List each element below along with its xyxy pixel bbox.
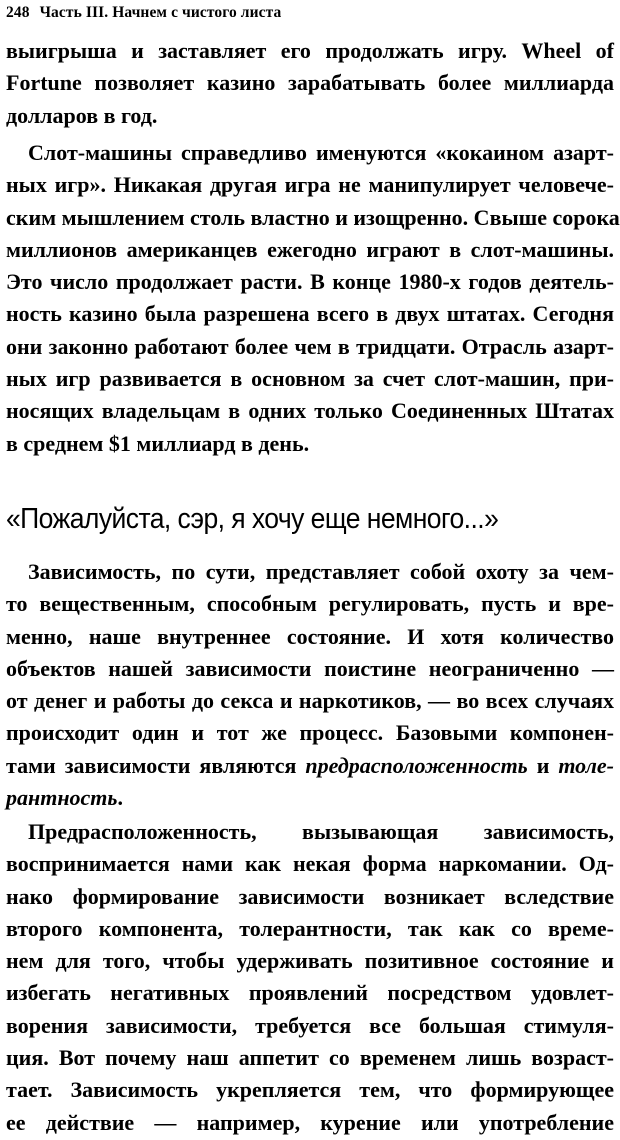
text-line: нем для того, чтобы удерживать позитивное состояние и bbox=[6, 948, 614, 974]
text-line: носящих владельцам в одних только Соединенных Штатах bbox=[6, 398, 614, 424]
text-line: то вещественным, способным регулировать, пусть и вре- bbox=[6, 591, 614, 617]
text-line: избегать негативных проявлений посредством удовлет- bbox=[6, 980, 614, 1006]
text-line: воспринимается нами как некая форма наркомании. Од- bbox=[6, 851, 614, 877]
text-line: они законно работают более чем в тридцати. Отрасль азарт- bbox=[6, 333, 614, 359]
text-line: ским мышлением столь властно и изощренно. Свыше сорока bbox=[6, 204, 620, 230]
text-line bbox=[6, 782, 614, 814]
running-header bbox=[6, 4, 281, 22]
text-line: выигрыша и заставляет его продолжать игру. Wheel of bbox=[6, 38, 614, 63]
italic-term: предрасположенность bbox=[305, 752, 528, 778]
text-line: ных игр развивается в основном за счет слот-машин, при- bbox=[6, 366, 614, 392]
text-line: Это число продолжает расти. В конце 1980-х годов деятель- bbox=[6, 269, 614, 295]
running-title: Часть III. Начнем с чистого листа bbox=[39, 4, 282, 21]
line-text: и bbox=[527, 752, 559, 778]
paragraph-1 bbox=[6, 35, 614, 132]
text-line: в среднем $1 миллиард в день. bbox=[6, 430, 310, 456]
paragraph-3 bbox=[6, 556, 614, 814]
text-line: ция. Вот почему наш аппетит со временем лишь возраст- bbox=[6, 1045, 614, 1071]
text-line: ность казино была разрешена всего в двух штатах. Сегодня bbox=[6, 301, 614, 327]
italic-term: толе- bbox=[558, 752, 614, 778]
text-line: Слот-машины справедливо именуются «кокаином азарт- bbox=[28, 140, 614, 165]
text-line: Fortune позволяет казино зарабатывать более миллиарда bbox=[6, 70, 614, 96]
text-line: второго компонента, толерантности, так как со време- bbox=[6, 915, 614, 941]
italic-term: рантность bbox=[6, 785, 118, 811]
text-line: долларов в год. bbox=[6, 102, 158, 128]
text-line: тает. Зависимость укрепляется тем, что формирующее bbox=[6, 1077, 614, 1103]
text-line: Предрасположенность, вызывающая зависимость, bbox=[28, 819, 614, 844]
text-line: нако формирование зависимости возникает вследствие bbox=[6, 883, 614, 909]
text-line: менно, наше внутреннее состояние. И хотя количество bbox=[6, 623, 614, 649]
text-line bbox=[6, 750, 614, 782]
text-line: происходит один и тот же процесс. Базовыми компонен- bbox=[6, 720, 614, 746]
text-line: ее действие — например, курение или употребление bbox=[6, 1109, 614, 1135]
text-line: Зависимость, по сути, представляет собой охоту за чем- bbox=[28, 559, 614, 584]
text-line: от денег и работы до секса и наркотиков, — во всех случаях bbox=[6, 688, 614, 714]
paragraph-2 bbox=[6, 137, 620, 460]
text-line: ных игр». Никакая другая игра не манипулирует человече- bbox=[6, 172, 614, 198]
line-text: . bbox=[117, 785, 123, 811]
text-line: миллионов американцев ежегодно играют в слот-машины. bbox=[6, 236, 614, 262]
paragraph-4 bbox=[6, 816, 614, 1139]
text-line: ворения зависимости, требуется все большая стимуля- bbox=[6, 1012, 614, 1038]
line-text: тами зависимости являются bbox=[6, 752, 306, 778]
text-line: объектов нашей зависимости поистине неограниченно — bbox=[6, 655, 614, 681]
page-number: 248 bbox=[6, 4, 30, 21]
section-heading: «Пожалуйста, сэр, я хочу еще немного...» bbox=[6, 503, 499, 535]
